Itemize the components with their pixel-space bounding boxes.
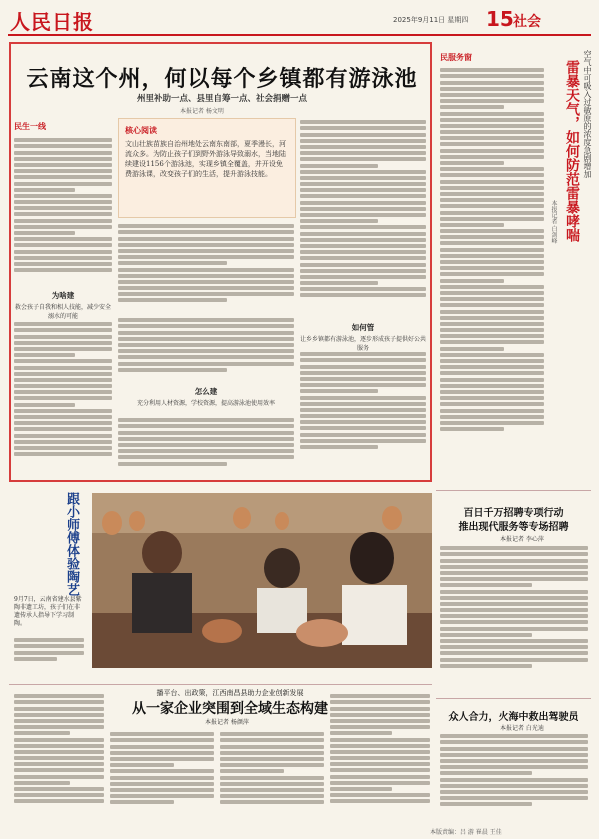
lead-text-col-1b [14,320,112,475]
bottom-text-col-1 [14,692,104,824]
lead-text-col-1 [14,136,112,286]
core-reading-text: 文山壮族苗族自治州地处云南东南部，夏季漫长，河流众多。为防止孩子们到野外游泳导致溺水，当地陆续建设1156个游泳池，实现乡镇全覆盖，并开设免费游泳课，改变孩子们的生活，提升游泳技能。 [125,140,286,178]
subtitle-why-build-desc: 救会孩子自我和相人技能，减少安全溺水的可能 [14,304,111,320]
subtitle-how-manage: 如何管 [351,323,375,332]
right-vertical-byline: 本报记者 白剑峰 [550,200,557,244]
newspaper-logo: 人民日报 [10,10,94,34]
fire-rescue-headline[interactable]: 众人合力，火海中救出驾驶员 [448,712,579,723]
bottom-headline[interactable]: 从一家企业突围到全域生态构建 [132,701,328,717]
core-reading-title: 核心阅读 [125,126,157,135]
photo-caption: 9月7日，云南省建水县紫陶非遗工坊，孩子们在非遗传承人指导下学习制陶。 [14,596,82,627]
lead-headline[interactable]: 云南这个州，何以每个乡镇都有游泳池 [26,66,418,92]
recruitment-text [440,544,588,692]
photo-vertical-title[interactable]: 跟小师傅体验陶艺 [64,492,79,596]
recruitment-byline: 本报记者 李心萍 [500,536,544,543]
section-tag-service: 民服务窗 [440,53,472,62]
right-lower-divider-2 [436,698,591,699]
bottom-text-col-2 [110,730,214,824]
lead-subhead: 州里补助一点、县里自筹一点、社会捐赠一点 [136,94,307,104]
recruitment-headline[interactable]: 百日千万招聘专项行动 [463,508,564,519]
bottom-byline: 本报记者 杨颜萍 [205,719,249,726]
recruitment-headline-b[interactable]: 推出现代服务等专场招聘 [458,522,569,533]
pottery-photo-illustration [92,493,432,668]
core-reading-box [118,118,296,218]
bottom-divider [9,684,432,685]
page-footer: 本版责编：吕 游 崔晨 王佳 [430,829,502,836]
subtitle-how-build-desc: 充分利用人材资源，学校资源，提高游泳池使用效率 [136,400,275,407]
subtitle-how-manage-desc: 让乡乡镇都有游泳池，逐步形成孩子提供好公共服务 [300,336,427,352]
photo-caption-lines [14,636,84,672]
section-name: 社会 [513,14,541,30]
lead-text-col-2 [118,222,294,312]
right-text-col [440,66,544,474]
bottom-text-col-3 [220,730,324,824]
subtitle-why-build: 为啥建 [51,291,75,300]
lead-text-col-3b [300,350,426,476]
lead-text-col-2c [118,416,294,478]
pottery-photo [92,493,432,668]
fire-rescue-byline: 本报记者 白光迪 [500,725,544,732]
right-vertical-title[interactable]: 雷暴天气，如何防范雷暴哮喘 [564,60,580,242]
masthead [8,4,591,36]
bottom-text-col-4 [330,692,430,824]
bottom-kicker: 播平台、出政策，江西南昌县助力企业创新发展 [156,689,304,697]
right-vertical-kicker: 空气中可吸入过敏原的浓度急剧增加 [583,50,592,178]
fire-rescue-text [440,732,588,824]
issue-date: 2025年9月11日 星期四 [393,16,469,24]
page-number: 15 [486,7,514,31]
right-lower-divider [436,490,591,491]
lead-text-col-2b [118,316,294,382]
subtitle-how-build: 怎么建 [194,387,218,396]
lead-text-col-3 [300,118,426,318]
lead-byline: 本报记者 杨文明 [180,108,224,115]
section-tag-minsheng: 民生一线 [14,122,46,131]
